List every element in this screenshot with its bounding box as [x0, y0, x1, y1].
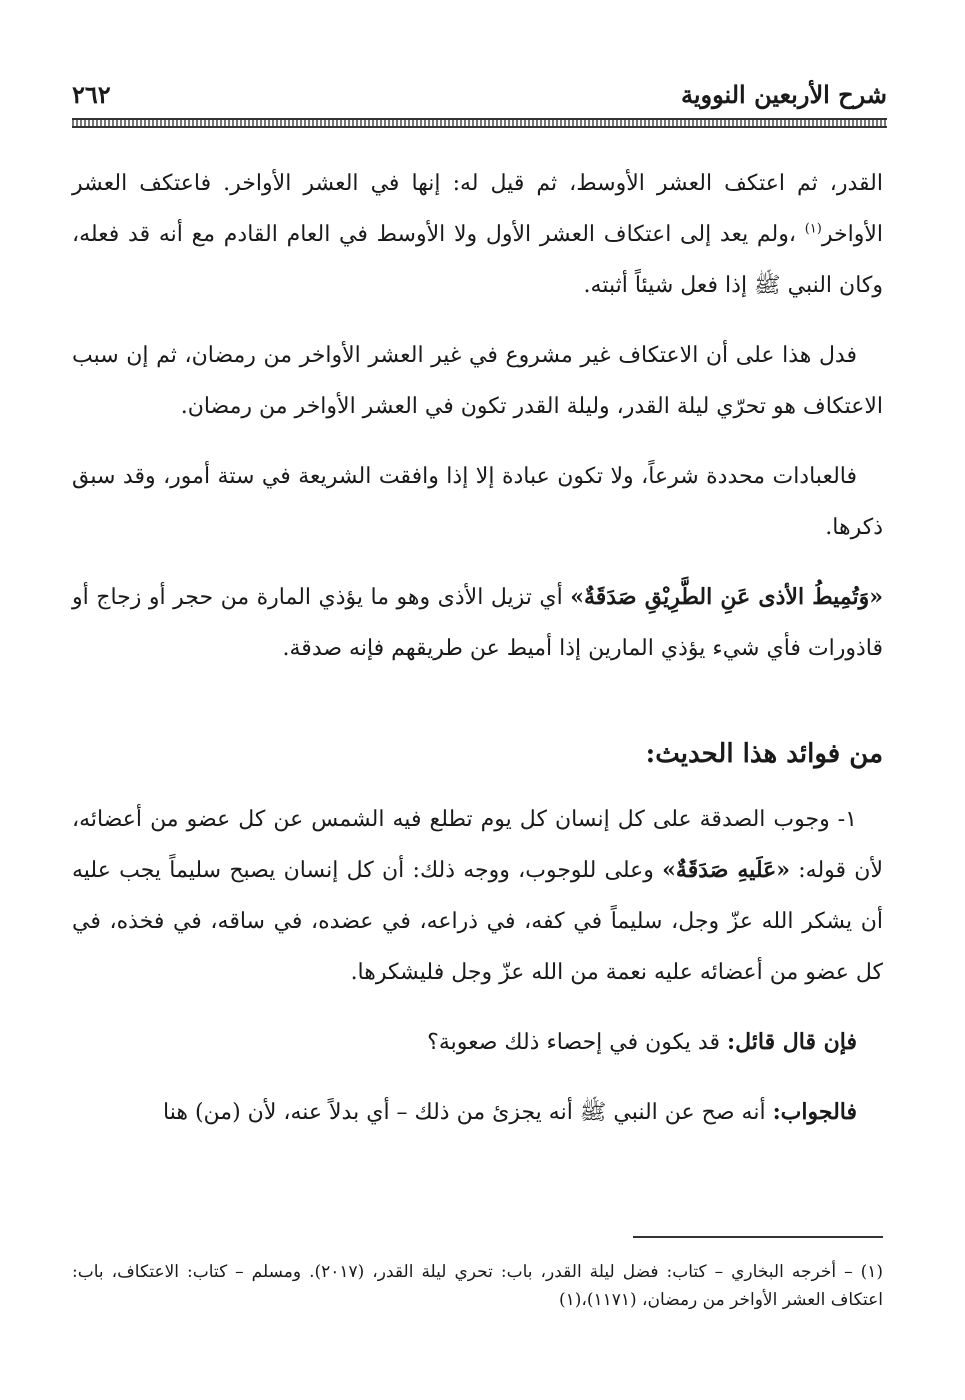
main-text [72, 158, 883, 1157]
running-title: شرح الأربعين النووية [680, 80, 887, 109]
section-heading: من فوائد هذا الحديث: [645, 739, 883, 769]
paragraph-2: فدل هذا على أن الاعتكاف غير مشروع في غير العشر الأواخر من رمضان، ثم إن سبب الاعتكاف هو تحرّي ليلة القدر، وليلة القدر تكون في العشر الأواخر من رمضان. [72, 343, 883, 419]
benefit-point-1-quote: «عَلَيهِ صَدَقَةٌ» [662, 857, 790, 883]
question-lead: فإن قال قائل: [726, 1029, 857, 1055]
paragraph-1-text-after: ،ولم يعد إلى اعتكاف العشر الأول ولا الأوسط في العام القادم مع أنه قد فعله، وكان النبي ﷺ إذا فعل شيئاً أثبته. [72, 222, 883, 298]
answer-lead: فالجواب: [772, 1099, 857, 1125]
footnote-separator [633, 1236, 883, 1238]
answer-text: أنه صح عن النبي ﷺ أنه يجزئ من ذلك – أي بدلاً عنه، لأن (من) هنا [163, 1100, 773, 1125]
hadith-quote: «وَتُمِيطُ الأذى عَنِ الطَّرِيْقِ صَدَقَةٌ» [570, 584, 884, 610]
page-number: ٢٦٢ [72, 80, 111, 109]
question-text: قد يكون في إحصاء ذلك صعوبة؟ [427, 1030, 727, 1055]
footnotes [72, 1258, 883, 1314]
footnote-reference: (١) [804, 221, 822, 237]
paragraph-3: فالعبادات محددة شرعاً، ولا تكون عبادة إلا إذا وافقت الشريعة في ستة أمور، وقد سبق ذكرها. [72, 464, 883, 540]
paragraph-1 [72, 158, 883, 311]
question-paragraph [72, 1017, 883, 1068]
answer-paragraph [72, 1087, 883, 1138]
benefit-point-1 [72, 794, 883, 998]
paragraph-1-text-before: القدر، ثم اعتكف العشر الأوسط، ثم قيل له: إنها في العشر الأواخر. فاعتكف العشر الأواخر [72, 171, 883, 247]
benefit-point-1-text-after: وعلى للوجوب، ووجه ذلك: أن كل إنسان يصبح سليماً يجب عليه أن يشكر الله عزّ وجل، سليماً في كفه، في ذراعه، في عضده، في ساقه، في فخذه، في كل عضو من أعضائه عليه نعمة من الله عزّ وجل فليشكرها. [72, 858, 883, 985]
header-rule [72, 118, 887, 128]
page-header [72, 80, 887, 120]
paragraph-4 [72, 572, 883, 674]
paragraph-4-text: أي تزيل الأذى وهو ما يؤذي المارة من حجر أو زجاج أو قاذورات فأي شيء يؤذي المارين إذا أميط عن طريقهم فإنه صدقة. [72, 585, 883, 661]
benefit-point-1-text-before: ١- وجوب الصدقة على كل إنسان كل يوم تطلع فيه الشمس عن كل عضو من أعضائه، لأن قوله: [72, 807, 883, 883]
footnote-1: (١) – أخرجه البخاري – كتاب: فضل ليلة القدر، باب: تحري ليلة القدر، (٢٠١٧). ومسلم – كتاب: الاعتكاف، باب: اعتكاف العشر الأواخر من رمضان، (١١٧١)،(١) [72, 1262, 883, 1310]
